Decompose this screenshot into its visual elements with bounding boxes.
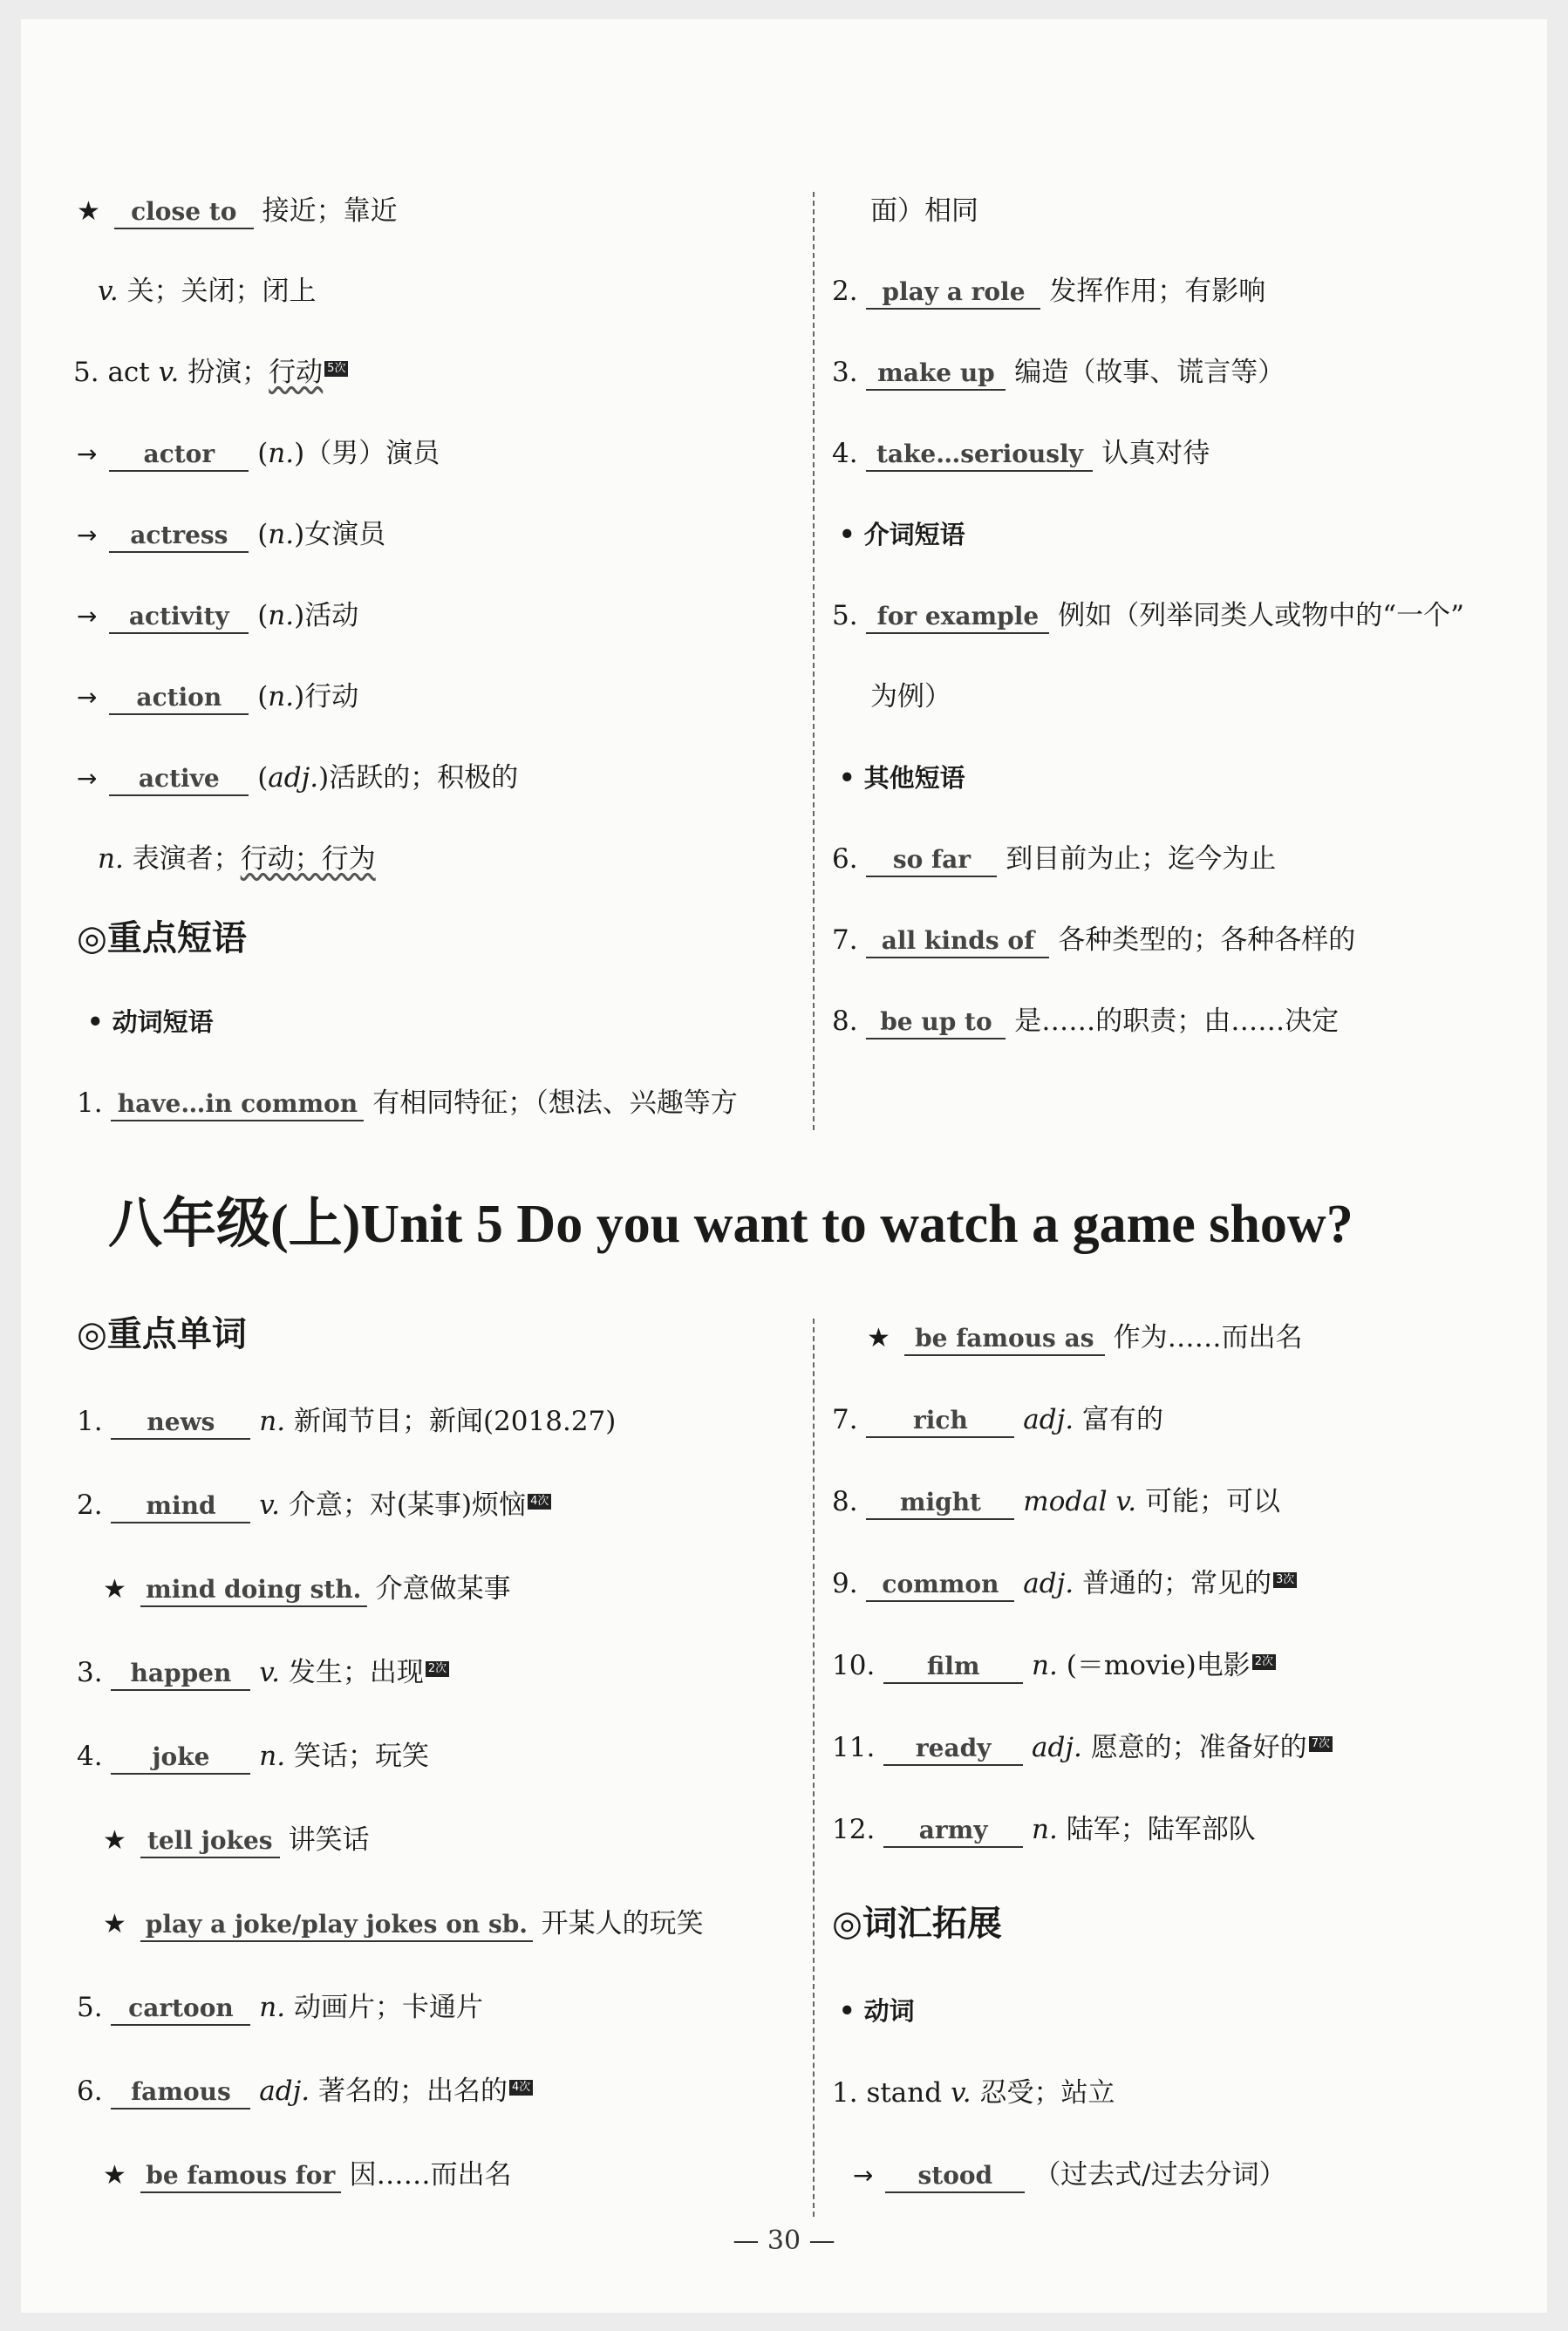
answer-blank: be famous as (904, 1323, 1105, 1356)
answer-blank: cartoon (111, 1993, 250, 2026)
frequency-badge: 2次 (1252, 1654, 1276, 1670)
word-item-3: 3. happen v. 发生；出现 2次 (77, 1646, 449, 1699)
answer-blank: news (111, 1407, 250, 1440)
star-icon: ★ (103, 1825, 126, 1856)
star-icon: ★ (867, 1323, 890, 1353)
phrase-item-6: 6. so far 到目前为止；迄今为止 (832, 833, 1276, 885)
column-divider-bottom (813, 1319, 815, 2217)
word-4-star-phrase-2: ★ play a joke/play jokes on sb. 开某人的玩笑 (103, 1898, 704, 1950)
answer-blank: play a joke/play jokes on sb. (140, 1909, 533, 1942)
answer-blank: action (109, 682, 249, 715)
word-item-act: 5. act v. 扮演；行动 5次 (73, 346, 348, 399)
answer-blank: play a role (866, 276, 1040, 310)
word-item-8: 8. might modal v. 可能；可以 (832, 1476, 1280, 1528)
subheading-other-phrases: • 其他短语 (839, 763, 965, 793)
word-4-star-phrase-1: ★ tell jokes 讲笑话 (103, 1814, 370, 1866)
word-6-star-phrase-2: ★ be famous as 作为……而出名 (867, 1312, 1303, 1364)
word-item-9: 9. common adj. 普通的；常见的 3次 (832, 1557, 1297, 1610)
word-item-5: 5. cartoon n. 动画片；卡通片 (77, 1981, 483, 2034)
phrase-item-5: 5. for example 例如（列举同类人或物中的“一个” (832, 590, 1464, 642)
answer-blank: joke (111, 1741, 250, 1775)
close-verb-line: v. 关；关闭；闭上 (98, 276, 317, 307)
answer-blank: rich (866, 1405, 1014, 1438)
phrase-item-4: 4. take…seriously 认真对待 (832, 427, 1210, 480)
frequency-badge: 7次 (1309, 1736, 1333, 1752)
frequency-badge: 5次 (324, 361, 348, 377)
unit-title: 八年级(上)Unit 5 Do you want to watch a game show? (108, 1195, 1353, 1254)
answer-blank: for example (866, 601, 1049, 634)
answer-blank: take…seriously (866, 439, 1093, 472)
word-item-1: 1. news n. 新闻节目；新闻(2018.27) (77, 1395, 616, 1448)
answer-blank: be up to (866, 1006, 1006, 1039)
phrase-item-2: 2. play a role 发挥作用；有影响 (832, 265, 1265, 317)
derived-active: → active (adj.)活跃的；积极的 (77, 752, 518, 804)
word-item-12: 12. army n. 陆军；陆军部队 (832, 1803, 1256, 1856)
answer-blank: be famous for (140, 2160, 341, 2193)
star-icon: ★ (103, 1909, 126, 1939)
phrase-item-8: 8. be up to 是……的职责；由……决定 (832, 995, 1339, 1047)
answer-blank: activity (109, 601, 249, 634)
column-divider-top (813, 192, 815, 1130)
frequency-badge: 3次 (1273, 1572, 1297, 1588)
arrow-icon: → (77, 521, 98, 549)
word-item-7: 7. rich adj. 富有的 (832, 1394, 1163, 1446)
word-item-10: 10. film n. (＝movie)电影 2次 (832, 1639, 1276, 1692)
star-icon: ★ (103, 1574, 126, 1605)
section-heading-expansion: ◎词汇拓展 (832, 1904, 1002, 1944)
arrow-icon: → (77, 602, 98, 630)
page-number: — 30 — (733, 2225, 835, 2256)
frequency-badge: 4次 (509, 2080, 533, 2096)
answer-blank: mind doing sth. (140, 1574, 367, 1607)
frequency-badge: 4次 (528, 1494, 551, 1510)
answer-blank: actor (109, 439, 249, 472)
frequency-badge: 2次 (426, 1661, 449, 1677)
noun-line: n. 表演者；行动；行为 (98, 843, 376, 875)
phrase-item-1: 1. have…in common 有相同特征；（想法、兴趣等方 (77, 1077, 738, 1129)
word-item-2: 2. mind v. 介意；对(某事)烦恼 4次 (77, 1479, 551, 1531)
answer-blank: ready (883, 1733, 1023, 1766)
answer-blank: make up (866, 358, 1006, 391)
word-item-11: 11. ready adj. 愿意的；准备好的 7次 (832, 1721, 1333, 1774)
answer-blank: so far (866, 844, 997, 877)
arrow-icon: → (77, 764, 98, 793)
phrase-1-continuation: 面）相同 (870, 195, 978, 227)
derived-stood: → stood （过去式/过去分词） (853, 2149, 1286, 2201)
subheading-prep-phrases: • 介词短语 (839, 520, 965, 549)
answer-blank: stood (885, 2160, 1025, 2193)
answer-blank: might (866, 1487, 1014, 1520)
answer-blank: actress (109, 520, 249, 553)
word-2-star-phrase: ★ mind doing sth. 介意做某事 (103, 1563, 511, 1615)
derived-actor: → actor (n.)（男）演员 (77, 427, 440, 480)
arrow-icon: → (853, 2161, 874, 2190)
arrow-icon: → (77, 683, 98, 712)
star-icon: ★ (77, 196, 100, 227)
section-heading-phrases: ◎重点短语 (77, 918, 247, 958)
answer-blank: army (883, 1815, 1023, 1848)
phrase-5-continuation: 为例） (870, 681, 951, 712)
answer-blank: common (866, 1569, 1014, 1602)
answer-blank: tell jokes (140, 1825, 280, 1858)
derived-activity: → activity (n.)活动 (77, 590, 358, 642)
word-item-6: 6. famous adj. 著名的；出名的 4次 (77, 2065, 533, 2117)
answer-blank: all kinds of (866, 925, 1049, 958)
answer-blank: film (883, 1651, 1023, 1684)
subheading-verb-phrases: • 动词短语 (87, 1007, 214, 1037)
section-heading-words: ◎重点单词 (77, 1314, 247, 1354)
derived-action: → action (n.)行动 (77, 671, 358, 723)
arrow-icon: → (77, 440, 98, 468)
word-item-4: 4. joke n. 笑话；玩笑 (77, 1730, 429, 1782)
phrase-item-7: 7. all kinds of 各种类型的；各种各样的 (832, 914, 1355, 966)
answer-blank: close to (114, 196, 254, 229)
expansion-item-stand: 1. stand v. 忍受；站立 (832, 2077, 1115, 2109)
word-6-star-phrase: ★ be famous for 因……而出名 (103, 2149, 512, 2201)
derived-actress: → actress (n.)女演员 (77, 508, 385, 561)
answer-blank: active (109, 763, 249, 796)
phrase-item-3: 3. make up 编造（故事、谎言等） (832, 346, 1285, 399)
answer-blank: happen (111, 1658, 250, 1691)
star-close-to-line: ★ close to 接近；靠近 (77, 185, 398, 237)
workbook-page (21, 19, 1547, 2313)
subheading-verbs: • 动词 (839, 1996, 915, 2026)
answer-blank: mind (111, 1490, 250, 1523)
answer-blank: have…in common (111, 1088, 364, 1121)
answer-blank: famous (111, 2076, 250, 2109)
star-icon: ★ (103, 2160, 126, 2191)
